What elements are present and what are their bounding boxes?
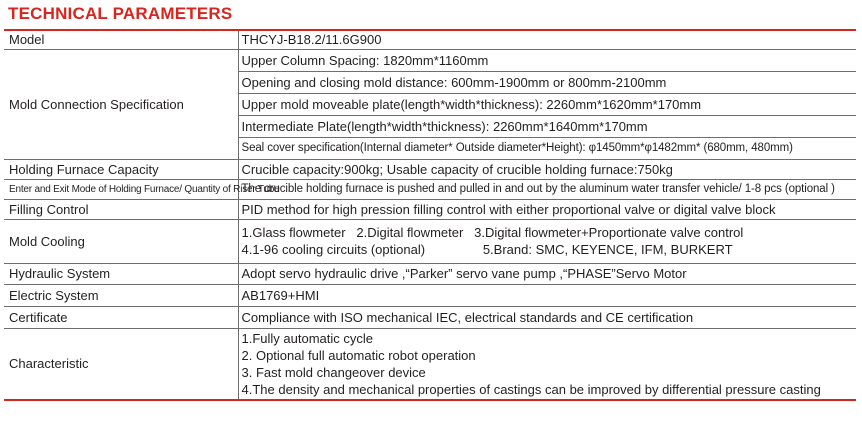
characteristic-item: 1.Fully automatic cycle: [241, 330, 373, 346]
row-label: Filling Control: [4, 199, 238, 219]
row-label: Model: [4, 30, 238, 49]
mold-connection-value: Upper Column Spacing: 1820mm*1160mm: [238, 49, 856, 71]
table-row-characteristic: [4, 328, 856, 400]
row-label: Holding Furnace Capacity: [4, 159, 238, 179]
enter-exit-value: The crucible holding furnace is pushed and pulled in and out by the aluminum water transfer vehicle/ 1-8 pcs (optional ): [238, 179, 856, 199]
mold-cooling-line: 4.1-96 cooling circuits (optional) 5.Brand: SMC, KEYENCE, IFM, BURKERT: [241, 242, 733, 257]
characteristic-item: 2. Optional full automatic robot operation: [241, 347, 476, 363]
electric-value: AB1769+HMI: [238, 284, 856, 306]
table-row-mold-cooling: [4, 219, 856, 263]
row-label: Mold Connection Specification: [4, 49, 238, 159]
characteristic-item: 3. Fast mold changeover device: [241, 364, 426, 380]
row-label: Characteristic: [4, 328, 238, 400]
row-label: Mold Cooling: [4, 219, 238, 263]
certificate-value: Compliance with ISO mechanical IEC, electrical standards and CE certification: [238, 306, 856, 328]
holding-furnace-value: Crucible capacity:900kg; Usable capacity of crucible holding furnace:750kg: [238, 159, 856, 179]
table-row-filling-control: [4, 199, 856, 219]
table-row-hydraulic: [4, 263, 856, 284]
table-row-enter-exit: [4, 179, 856, 199]
mold-cooling-line: 1.Glass flowmeter 2.Digital flowmeter 3.Digital flowmeter+Proportionate valve control: [241, 225, 744, 240]
table-row-mold-connection: [4, 49, 856, 71]
filling-control-value: PID method for high pression filling control with either proportional valve or digital valve block: [238, 199, 856, 219]
technical-parameters-table: [4, 29, 856, 401]
mold-cooling-value: [238, 219, 856, 263]
row-label: Electric System: [4, 284, 238, 306]
hydraulic-value: Adopt servo hydraulic drive ,“Parker” servo vane pump ,“PHASE”Servo Motor: [238, 263, 856, 284]
mold-connection-value: Intermediate Plate(length*width*thickness): 2260mm*1640mm*170mm: [238, 115, 856, 137]
mold-connection-value: Upper mold moveable plate(length*width*thickness): 2260mm*1620mm*170mm: [238, 93, 856, 115]
table-row-holding-furnace: [4, 159, 856, 179]
seal-cover-value: Seal cover specification(Internal diameter* Outside diameter*Height): φ1450mm*φ1482mm* (680mm, 480mm): [238, 137, 856, 159]
model-value: THCYJ-B18.2/11.6G900: [238, 30, 856, 49]
page-title: TECHNICAL PARAMETERS: [8, 4, 233, 23]
table-row-model: [4, 30, 856, 49]
table-row-certificate: [4, 306, 856, 328]
mold-connection-value: Opening and closing mold distance: 600mm-1900mm or 800mm-2100mm: [238, 71, 856, 93]
characteristic-item: 4.The density and mechanical properties of castings can be improved by differential pressure casting: [241, 381, 821, 397]
characteristic-value: [238, 328, 856, 400]
row-label: Enter and Exit Mode of Holding Furnace/ Quantity of Riser Tube: [4, 179, 238, 199]
row-label: Certificate: [4, 306, 238, 328]
table-row-electric: [4, 284, 856, 306]
row-label: Hydraulic System: [4, 263, 238, 284]
